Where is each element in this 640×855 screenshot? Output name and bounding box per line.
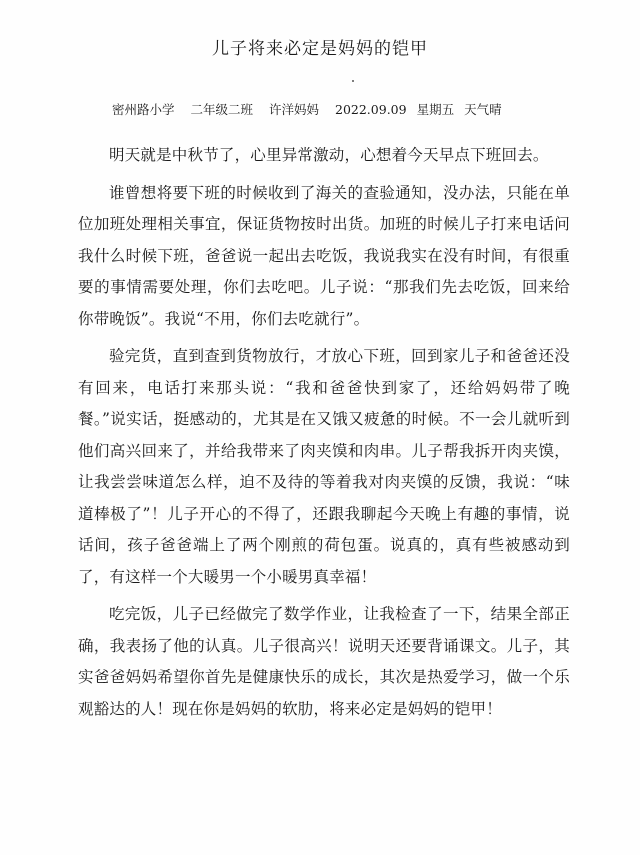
meta-grade-class: 二年级二班 [190, 102, 254, 117]
document-title: 儿子将来必定是妈妈的铠甲 [212, 39, 428, 59]
author-meta-line [112, 100, 514, 118]
meta-author: 许洋妈妈 [269, 102, 320, 117]
paragraph-4: 吃完饭，儿子已经做完了数学作业，让我检查了一下，结果全部正确，我表扬了他的认真。儿子很高兴！说明天还要背诵课文。儿子，其实爸爸妈妈希望你首先是健康快乐的成长，其次是热爱学习，做一个乐观豁达的人！现在你是妈妈的软肋，将来必定是妈妈的铠甲！ [78, 605, 570, 718]
paragraph-1: 明天就是中秋节了，心里异常激动，心想着今天早点下班回去。 [109, 146, 549, 164]
meta-date: 2022.09.09 [335, 102, 407, 117]
meta-weather: 天气晴 [464, 102, 502, 117]
meta-school: 密州路小学 [112, 102, 175, 117]
essay-body [78, 140, 570, 731]
paragraph-3: 验完货，直到查到货物放行，才放心下班，回到家儿子和爸爸还没有回来，电话打来那头说：“我和爸爸快到家了，还给妈妈带了晚餐。”说实话，挺感动的，尤其是在又饿又疲惫的时候。不一会儿就听到他们高兴回来了，并给我带来了肉夹馍和肉串。儿子帮我拆开肉夹馍，让我尝尝味道怎么样，迫不及待的等着我对肉夹馍的反馈，我说：“味道棒极了”！儿子开心的不得了，还跟我聊起今天晚上有趣的事情，说话间，孩子爸爸端上了两个刚煎的荷包蛋。说真的，真有些被感动到了，有这样一个大暖男一个小暖男真幸福！ [78, 347, 570, 586]
paragraph-2: 谁曾想将要下班的时候收到了海关的查验通知，没办法，只能在单位加班处理相关事宜，保证货物按时出货。加班的时候儿子打来电话问我什么时候下班，爸爸说一起出去吃饭，我说我实在没有时间，有很重要的事情需要处理，你们去吃吧。儿子说：“那我们先去吃饭，回来给你带晚饭”。我说“不用，你们去吃就行”。 [78, 183, 570, 328]
meta-weekday: 星期五 [416, 102, 455, 117]
scan-speck [352, 80, 354, 82]
